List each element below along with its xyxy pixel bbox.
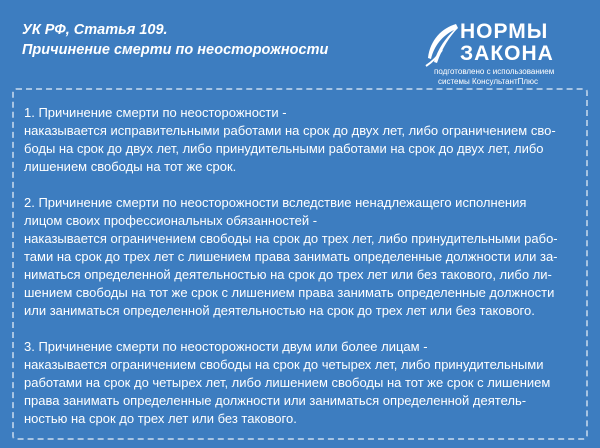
paragraph-2 bbox=[24, 194, 580, 320]
paragraph-line: наказывается исправительными работами на срок до двух лет, либо ограничением сво- bbox=[24, 123, 556, 138]
title-line-2: Причинение смерти по неосторожности bbox=[22, 42, 329, 58]
paragraph-line: ностью на срок до трех лет или без такового. bbox=[24, 411, 297, 426]
paragraph-line: работами на срок до четырех лет, либо лишением свободы на тот же срок с лишением bbox=[24, 375, 551, 390]
paragraph-line: ниматься определенной деятельностью на срок до трех лет или без такового, либо ли- bbox=[24, 267, 552, 282]
paragraph-line: наказывается ограничением свободы на срок до четырех лет, либо принудительными bbox=[24, 357, 544, 372]
paragraph-line: права занимать определенные должности или заниматься определенной деятель- bbox=[24, 393, 527, 408]
article-body bbox=[24, 104, 580, 446]
paragraph-line: боды на срок до двух лет, либо принудительными работами на срок до двух лет, либо bbox=[24, 141, 544, 156]
logo-caption-line-2: системы КонсультантПлюс bbox=[438, 77, 539, 86]
logo-brand-line-1: НОРМЫ bbox=[460, 20, 549, 43]
paragraph-line: наказывается ограничением свободы на срок до трех лет, либо принудительными рабо- bbox=[24, 231, 558, 246]
quill-feather-icon bbox=[422, 22, 462, 68]
article-title bbox=[22, 20, 328, 60]
paragraph-line: лицом своих профессиональных обязанностей - bbox=[24, 213, 318, 228]
paragraph-line: или заниматься определенной деятельностью на срок до трех лет или без такового. bbox=[24, 303, 535, 318]
logo-caption-line-1: подготовлено с использованием bbox=[434, 67, 555, 76]
paragraph-1 bbox=[24, 104, 580, 176]
paragraph-line: 1. Причинение смерти по неосторожности - bbox=[24, 105, 287, 120]
title-line-1: УК РФ, Статья 109. bbox=[22, 22, 168, 38]
normy-zakona-logo bbox=[422, 18, 587, 98]
paragraph-3 bbox=[24, 338, 580, 428]
paragraph-line: лишением свободы на тот же срок. bbox=[24, 159, 237, 174]
logo-brand-line-2: ЗАКОНА bbox=[460, 42, 554, 65]
paragraph-line: тами на срок до трех лет с лишением права занимать определенные должности или за- bbox=[24, 249, 558, 264]
paragraph-line: 2. Причинение смерти по неосторожности вследствие ненадлежащего исполнения bbox=[24, 195, 527, 210]
paragraph-line: шением свободы на тот же срок с лишением права занимать определенные должности bbox=[24, 285, 555, 300]
paragraph-line: 3. Причинение смерти по неосторожности двум или более лицам - bbox=[24, 339, 428, 354]
